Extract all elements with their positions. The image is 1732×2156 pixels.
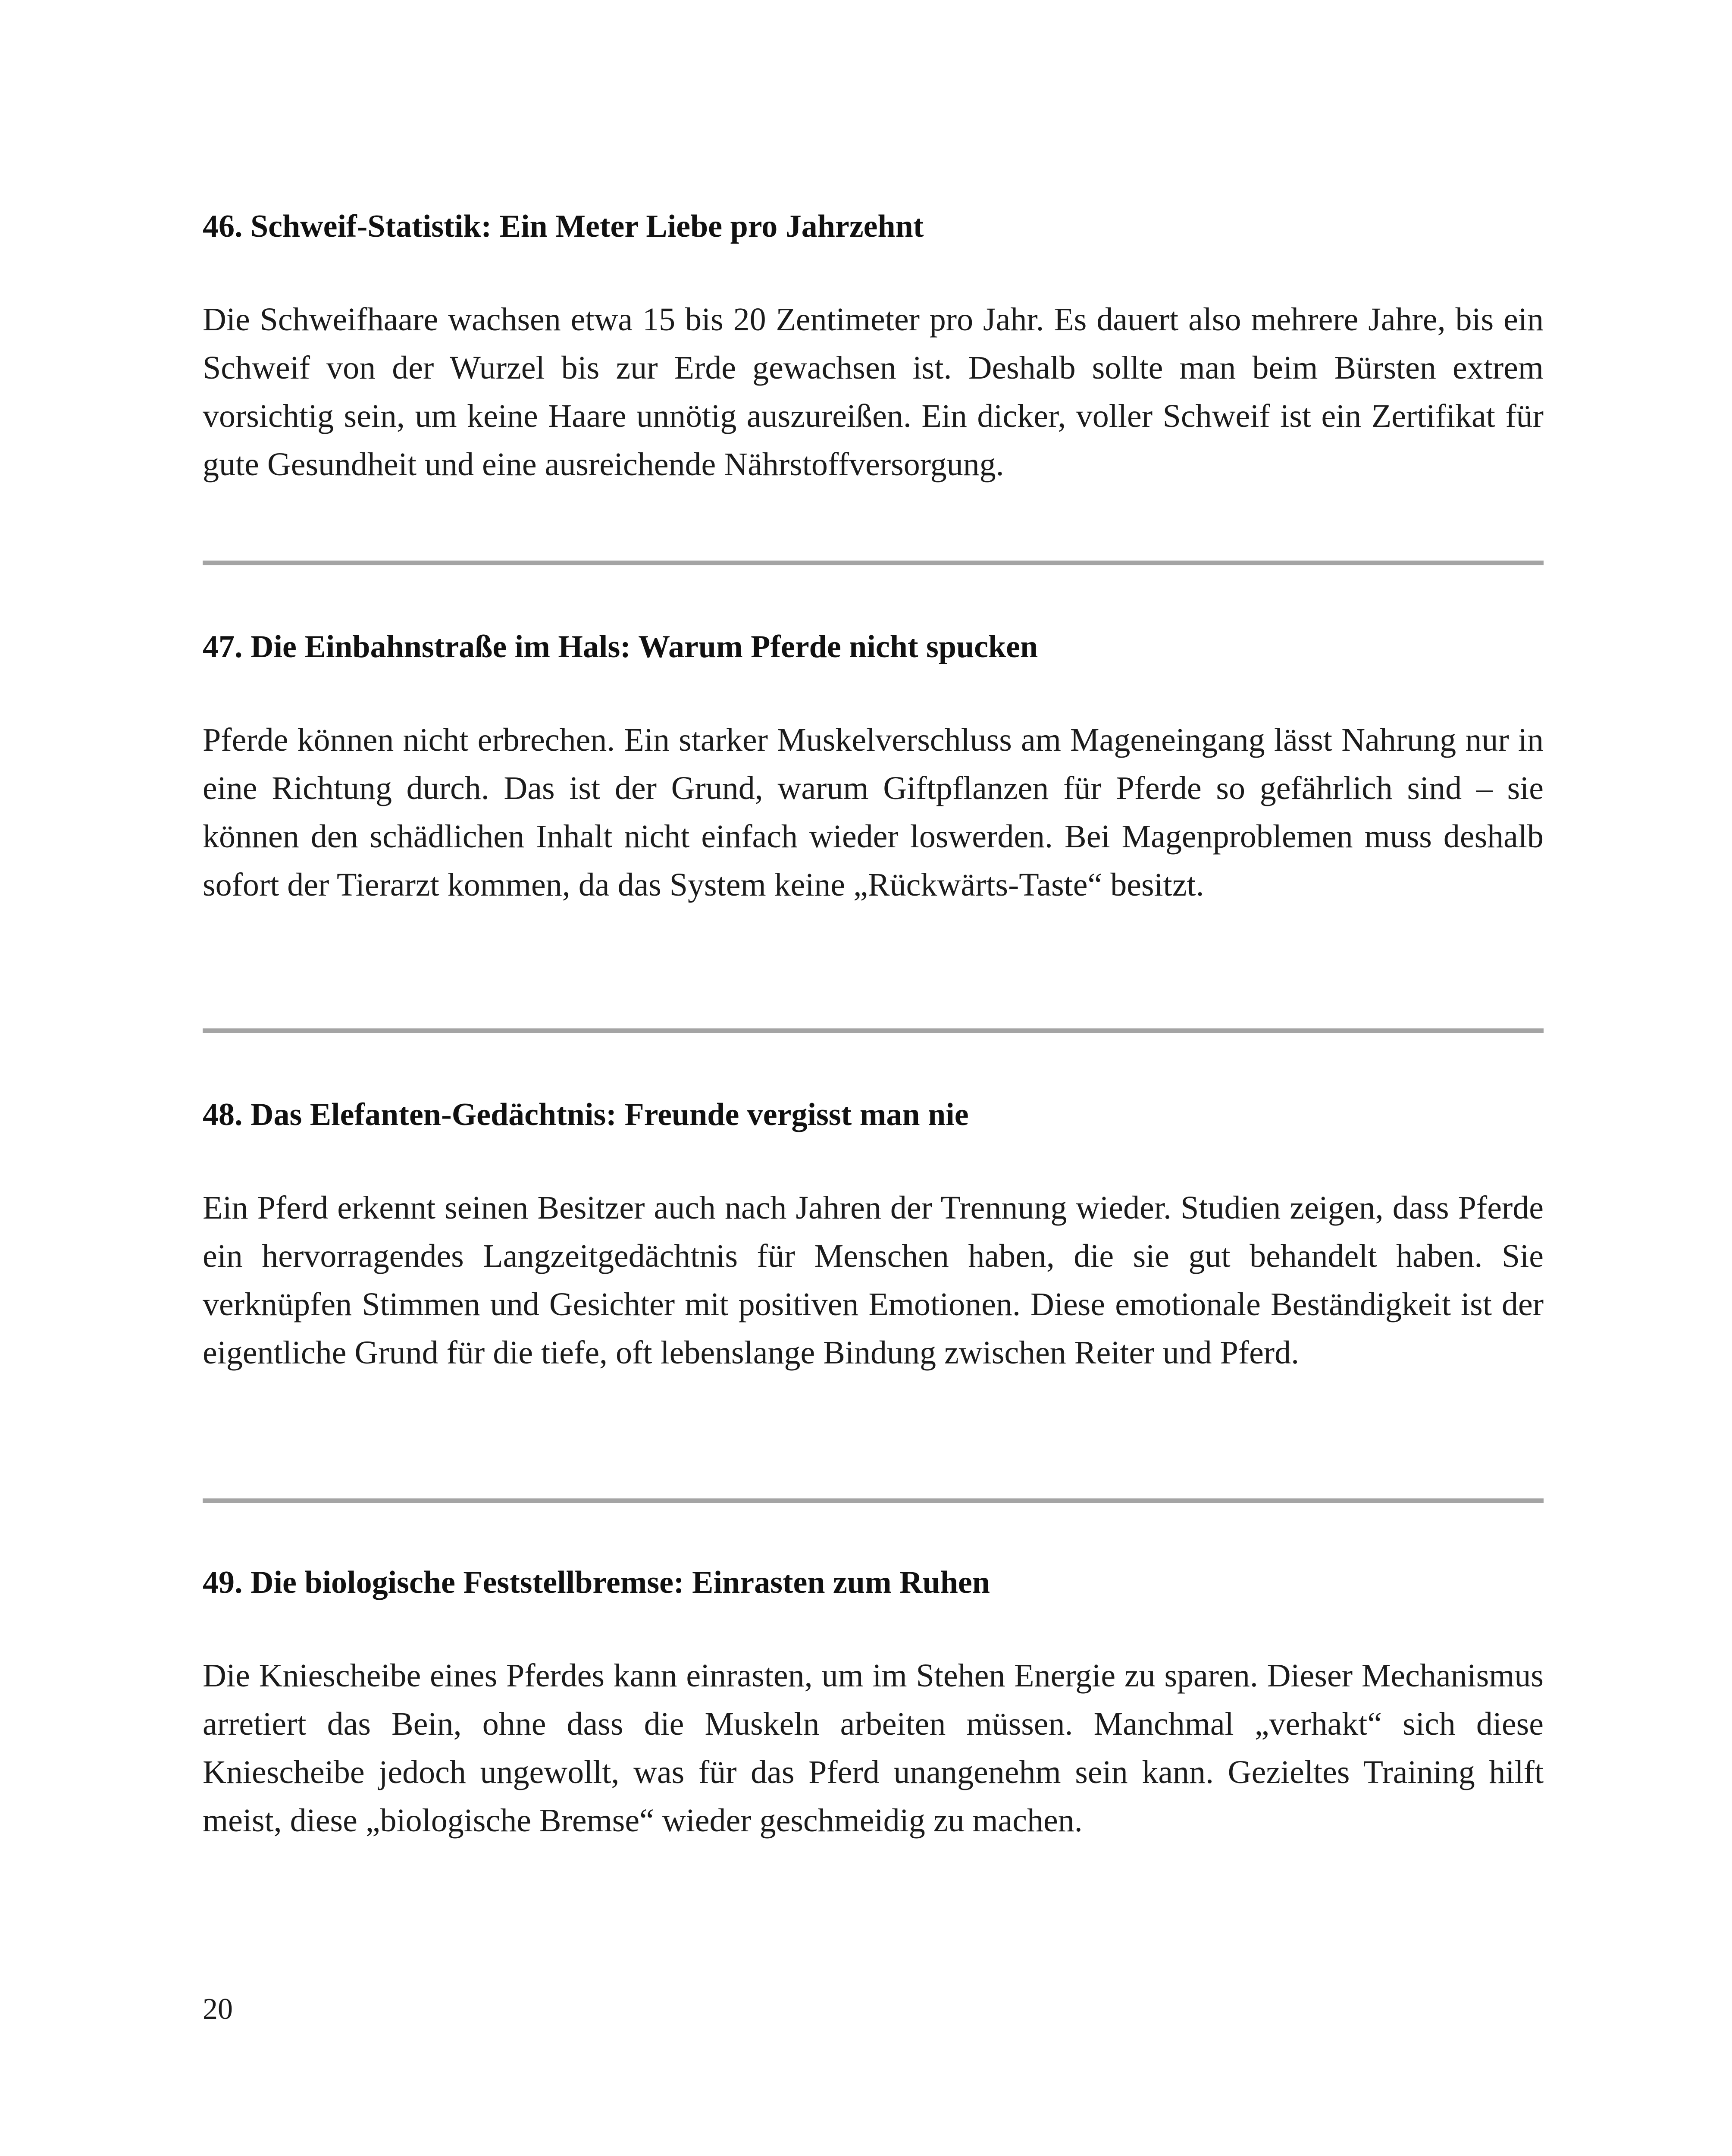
section-divider — [203, 1498, 1544, 1503]
section-title: 46. Schweif-Statistik: Ein Meter Liebe pro Jahrzehnt — [203, 209, 924, 244]
section-46 — [203, 203, 1544, 489]
section-49 — [203, 1559, 1544, 1845]
section-48 — [203, 1091, 1544, 1377]
section-body: Die Kniescheibe eines Pferdes kann einrasten, um im Stehen Energie zu sparen. Dieser Mechanismus arretiert das Bein, ohne dass die Muskeln arbeiten müssen. Manchmal „verhakt“ sich diese Kniescheibe jedoch ungewollt, was für das Pferd unangenehm sein kann. Gezieltes Training hilft meist, diese „biologische Bremse“ wieder geschmeidig zu machen. — [203, 1658, 1544, 1839]
section-title: 47. Die Einbahnstraße im Hals: Warum Pferde nicht spucken — [203, 629, 1038, 664]
section-divider — [203, 561, 1544, 565]
section-title: 49. Die biologische Feststellbremse: Einrasten zum Ruhen — [203, 1565, 990, 1600]
section-body: Ein Pferd erkennt seinen Besitzer auch nach Jahren der Trennung wieder. Studien zeigen, dass Pferde ein hervorragendes Langzeitgedächtnis für Menschen haben, die sie gut behandelt haben. Sie verknüpfen Stimmen und Gesichter mit positiven Emotionen. Diese emotionale Beständigkeit ist der eigentliche Grund für die tiefe, oft lebenslange Bindung zwischen Reiter und Pferd. — [203, 1190, 1544, 1371]
section-47 — [203, 623, 1544, 909]
section-body: Pferde können nicht erbrechen. Ein starker Muskelverschluss am Mageneingang lässt Nahrung nur in eine Richtung durch. Das ist der Grund, warum Giftpflanzen für Pferde so gefährlich sind – sie können den schädlichen Inhalt nicht einfach wieder loswerden. Bei Magenproblemen muss deshalb sofort der Tierarzt kommen, da das System keine „Rückwärts-Taste“ besitzt. — [203, 722, 1544, 903]
page-number: 20 — [203, 1993, 233, 2026]
section-title: 48. Das Elefanten-Gedächtnis: Freunde vergisst man nie — [203, 1097, 969, 1132]
section-divider — [203, 1028, 1544, 1033]
section-body: Die Schweifhaare wachsen etwa 15 bis 20 Zentimeter pro Jahr. Es dauert also mehrere Jahre, bis ein Schweif von der Wurzel bis zur Erde gewachsen ist. Deshalb sollte man beim Bürsten extrem vorsichtig sein, um keine Haare unnötig auszureißen. Ein dicker, voller Schweif ist ein Zertifikat für gute Gesundheit und eine ausreichende Nährstoffversorgung. — [203, 301, 1544, 483]
